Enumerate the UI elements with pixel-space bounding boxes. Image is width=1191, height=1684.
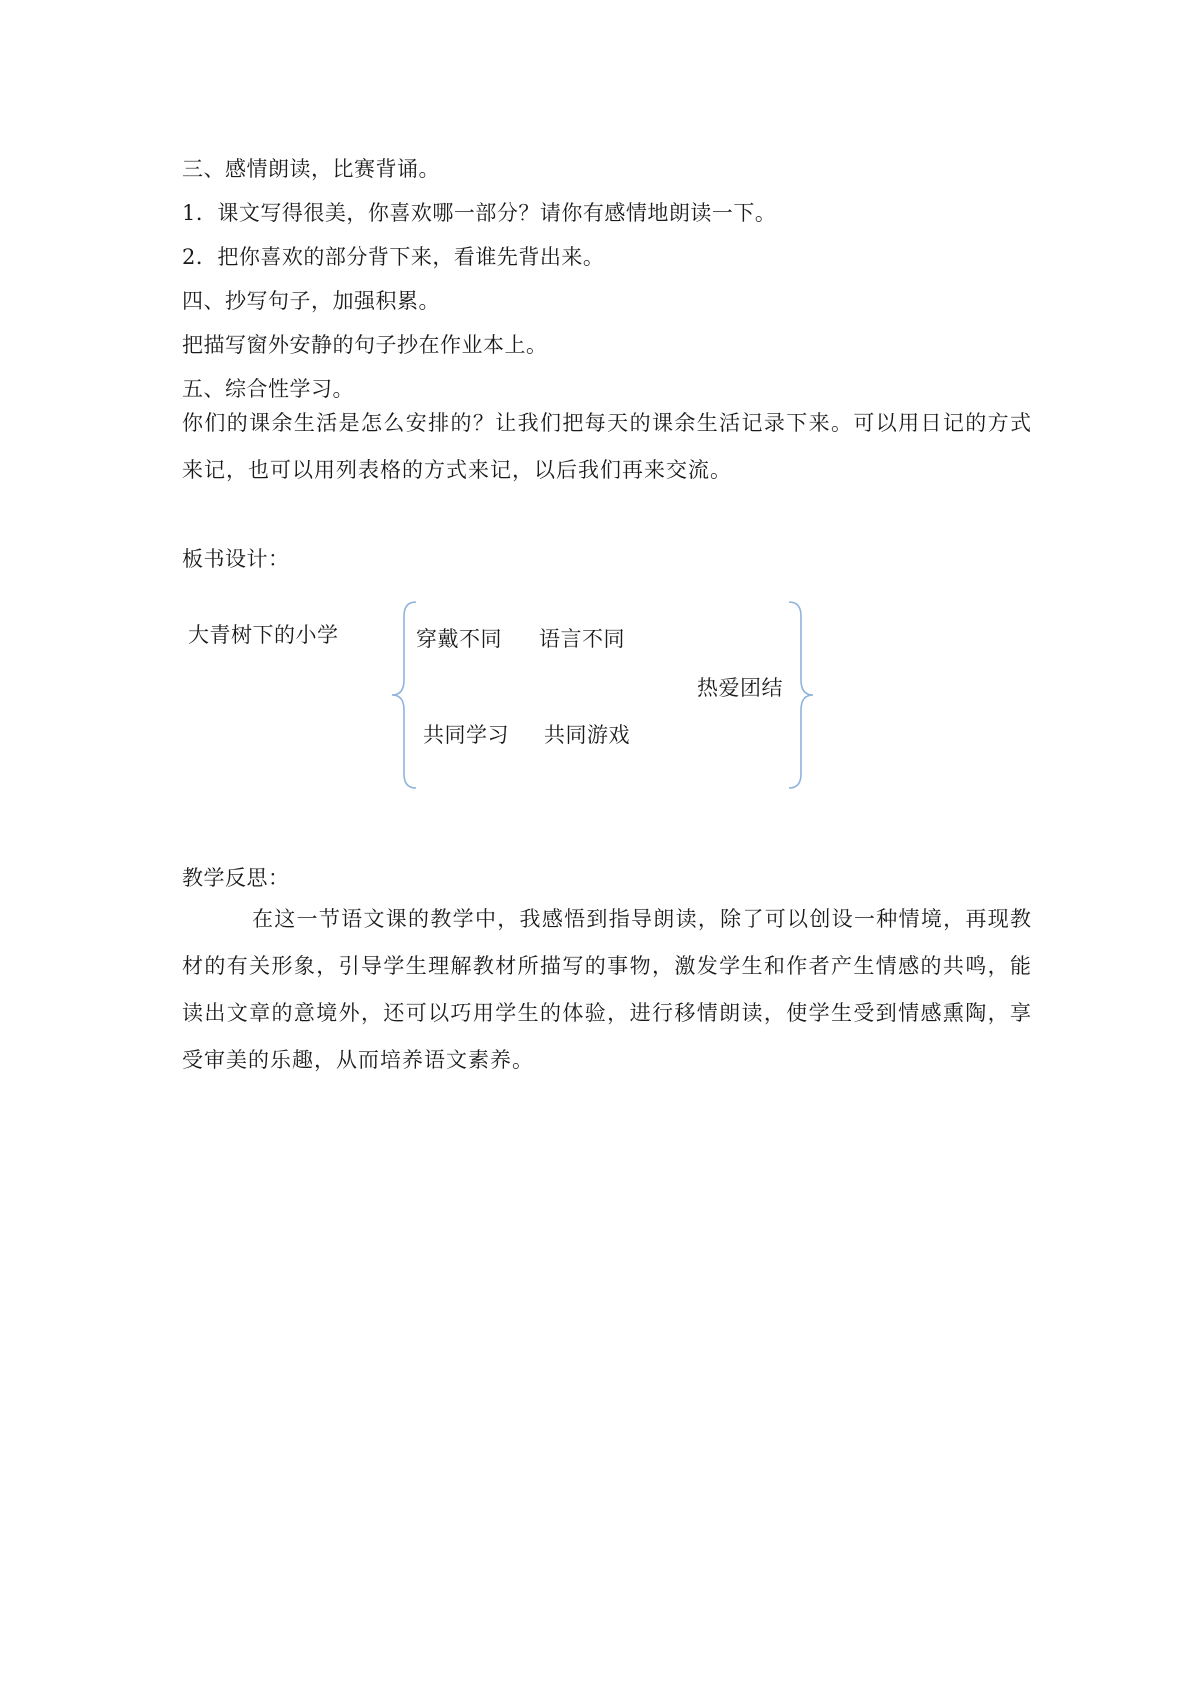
board-title: 大青树下的小学 [188,623,339,647]
board-top-left: 穿戴不同 [416,627,502,651]
board-bottom-left: 共同学习 [423,723,509,747]
right-brace [785,600,815,790]
section-5-text: 你们的课余生活是怎么安排的？让我们把每天的课余生活记录下来。可以用日记的方式来记，也可以用列表格的方式来记，以后我们再来交流。 [182,411,1032,482]
left-brace-path [392,602,416,788]
board-conclusion: 热爱团结 [697,676,783,700]
section-4-heading: 四、抄写句子，加强积累。 [182,289,440,313]
board-design-label: 板书设计： [182,547,290,571]
section-5-heading: 五、综合性学习。 [182,377,354,401]
right-brace-path [789,602,813,788]
board-top-right: 语言不同 [539,627,625,651]
board-bottom-right: 共同游戏 [544,723,630,747]
reflection-label: 教学反思： [182,866,290,890]
section-3-item-2: 2．把你喜欢的部分背下来，看谁先背出来。 [182,245,605,269]
section-4-text: 把描写窗外安静的句子抄在作业本上。 [182,333,548,357]
section-3-item-1: 1．课文写得很美，你喜欢哪一部分？请你有感情地朗读一下。 [182,201,777,225]
reflection-text: 在这一节语文课的教学中，我感悟到指导朗读，除了可以创设一种情境，再现教材的有关形象，引导学生理解教材所描写的事物，激发学生和作者产生情感的共鸣，能读出文章的意境外，还可以巧用学生的体验，进行移情朗读，使学生受到情感熏陶，享受审美的乐趣，从而培养语文素养。 [182,907,1032,1072]
section-3-heading: 三、感情朗读，比赛背诵。 [182,157,440,181]
